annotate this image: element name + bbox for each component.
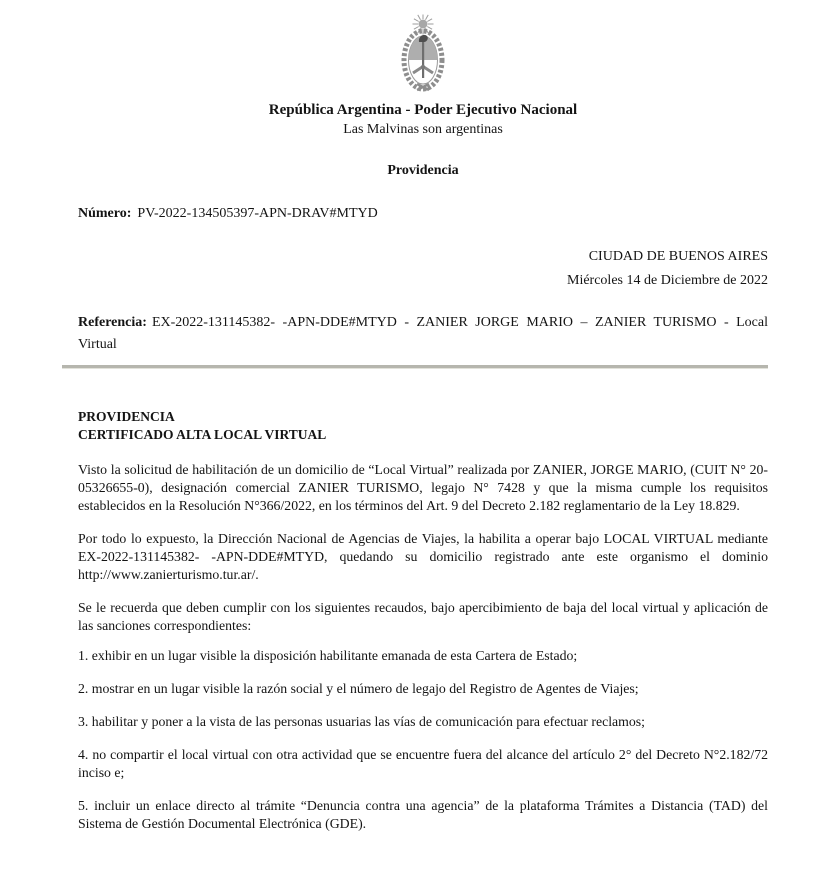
document-type-heading: Providencia <box>387 163 459 178</box>
dateline-city: CIUDAD DE BUENOS AIRES <box>588 249 768 264</box>
paragraph-recaudos-intro: Se le recuerda que deben cumplir con los siguientes recaudos, bajo apercibimiento de baja del local virtual y aplicación de las sanciones correspondientes: <box>78 600 768 633</box>
reference-label: Referencia: <box>78 315 147 330</box>
reference-row <box>78 312 768 356</box>
argentina-coat-of-arms-icon <box>391 14 455 96</box>
paragraph-habilitacion: Por todo lo expuesto, la Dirección Nacional de Agencias de Viajes, la habilita a operar bajo LOCAL VIRTUAL mediante EX-2022-131145382- -APN-DDE#MTYD, quedando su domicilio registrado ante este organismo el dominio http://www.zanierturismo.tur.ar/. <box>78 531 768 582</box>
body-heading-line1: PROVIDENCIA <box>78 409 175 424</box>
body-heading-line2: CERTIFICADO ALTA LOCAL VIRTUAL <box>78 427 327 442</box>
document-number-label: Número: <box>78 206 132 221</box>
dateline-date: Miércoles 14 de Diciembre de 2022 <box>567 273 768 288</box>
section-divider <box>62 365 768 369</box>
list-item-3: 3. habilitar y poner a la vista de las personas usuarias las vías de comunicación para efectuar reclamos; <box>78 714 645 729</box>
reference-value: EX-2022-131145382- -APN-DDE#MTYD - ZANIER JORGE MARIO – ZANIER TURISMO - Local Virtual <box>78 315 768 352</box>
body-heading <box>78 408 768 444</box>
header-subtitle: Las Malvinas son argentinas <box>343 122 503 137</box>
document-number-row <box>78 205 768 223</box>
list-item-1: 1. exhibir en un lugar visible la disposición habilitante emanada de esta Cartera de Estado; <box>78 648 578 663</box>
paragraph-visto: Visto la solicitud de habilitación de un domicilio de “Local Virtual” realizada por ZANIER, JORGE MARIO, (CUIT N° 20-05326655-0), designación comercial ZANIER TURISMO, legajo N° 7428 y que la misma cumple los requisitos establecidos en la Resolución N°366/2022, en los términos del Art. 9 del Decreto 2.182 reglamentario de la Ley 18.829. <box>78 462 768 513</box>
list-item-2: 2. mostrar en un lugar visible la razón social y el número de legajo del Registro de Agentes de Viajes; <box>78 681 639 696</box>
header-title: República Argentina - Poder Ejecutivo Nacional <box>268 102 578 118</box>
list-item-4: 4. no compartir el local virtual con otra actividad que se encuentre fuera del alcance del artículo 2° del Decreto N°2.182/72 inciso e; <box>78 747 768 780</box>
list-item-5: 5. incluir un enlace directo al trámite “Denuncia contra una agencia” de la plataforma Trámites a Distancia (TAD) del Sistema de Gestión Documental Electrónica (GDE). <box>78 798 768 831</box>
document-content <box>0 14 815 833</box>
document-number-value: PV-2022-134505397-APN-DRAV#MTYD <box>137 206 378 221</box>
